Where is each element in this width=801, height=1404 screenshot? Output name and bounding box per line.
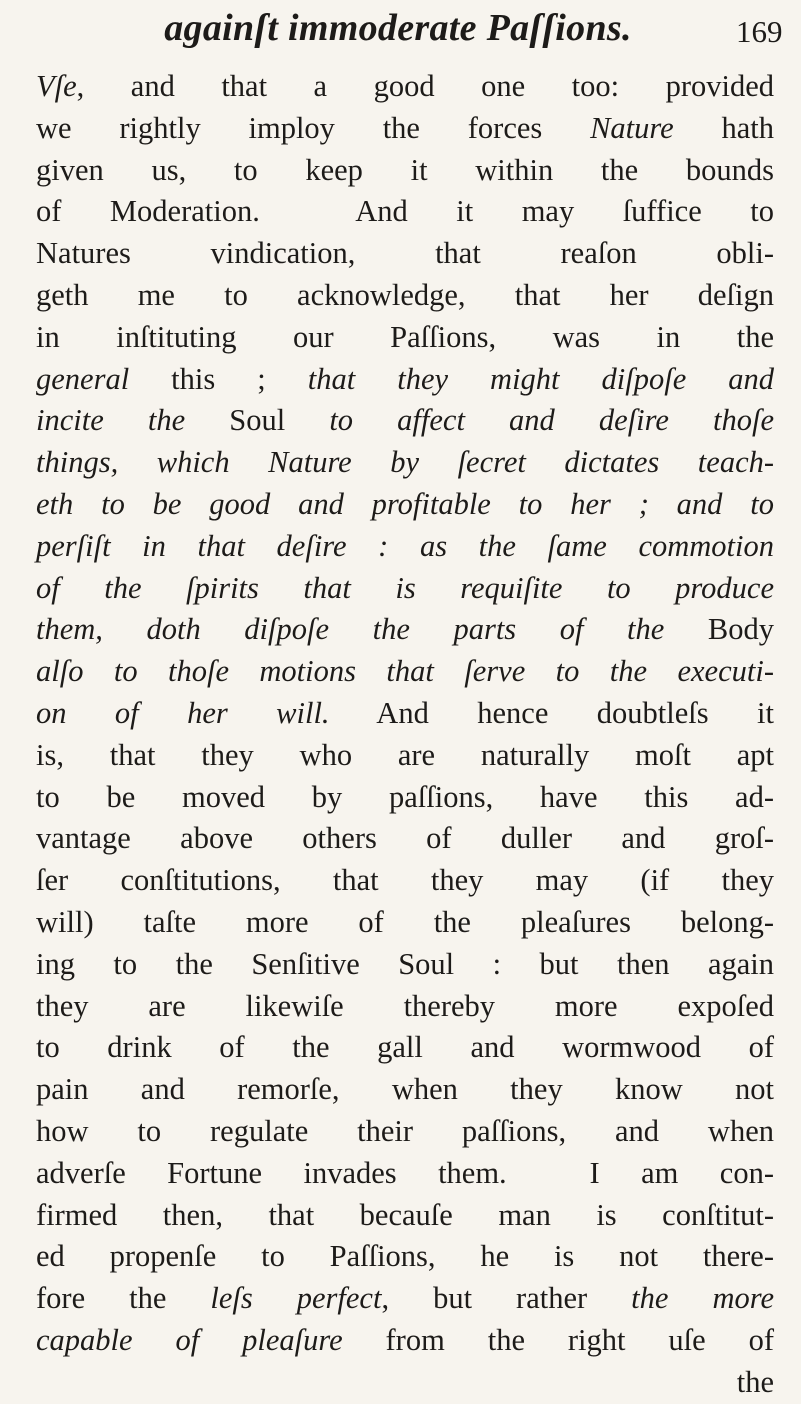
text-line: [36, 191, 774, 233]
italic-text: them, doth diſpoſe the parts of the: [36, 612, 665, 647]
roman-text: Body: [664, 612, 775, 647]
text-line: [36, 1195, 774, 1237]
roman-text: hath: [673, 110, 774, 145]
roman-text: ed propenſe to Paſſions, he is not there-: [36, 1239, 774, 1274]
roman-text: And hence doubtleſs it: [329, 695, 774, 730]
text-line: [36, 609, 774, 651]
text-line: [36, 777, 774, 819]
text-line: [36, 651, 774, 693]
italic-text: perſiſt in that deſire : as the ſame commotion: [36, 528, 774, 563]
text-line: [36, 568, 774, 610]
italic-text: alſo to thoſe motions that ſerve to the executi-: [36, 654, 774, 689]
page-header: [0, 0, 801, 64]
italic-text: on of her will.: [36, 695, 330, 730]
text-line: [36, 860, 774, 902]
text-line: [36, 442, 774, 484]
italic-text: incite the: [36, 403, 186, 438]
text-line: [36, 526, 774, 568]
text-line: [36, 818, 774, 860]
catchword-line: [36, 1362, 774, 1404]
italic-text: general: [36, 361, 130, 396]
italic-text: leſs perfect: [210, 1281, 382, 1316]
text-line: [36, 944, 774, 986]
text-line: [36, 233, 774, 275]
roman-text: to drink of the gall and wormwood of: [36, 1030, 774, 1065]
text-line: [36, 1153, 774, 1195]
roman-text: geth me to acknowledge, that her deſign: [36, 277, 774, 312]
text-line: [36, 1069, 774, 1111]
page-number: 169: [736, 14, 783, 49]
catchword: the: [736, 1364, 774, 1399]
body-text: [36, 66, 774, 1404]
text-line: [36, 986, 774, 1028]
text-line: [36, 484, 774, 526]
roman-text: ing to the Senſitive Soul : but then again: [36, 946, 774, 981]
roman-text: of Moderation. And it may ſuffice to: [36, 194, 774, 229]
italic-text: capable of pleaſure: [36, 1322, 343, 1357]
roman-text: will) taſte more of the pleaſures belong-: [36, 904, 774, 939]
text-line: [36, 359, 774, 401]
roman-text: given us, to keep it within the bounds: [36, 152, 774, 187]
text-line: [36, 1278, 774, 1320]
italic-text: of the ſpirits that is requiſite to produce: [36, 570, 774, 605]
text-line: [36, 1236, 774, 1278]
roman-text: from the right uſe of: [342, 1322, 774, 1357]
text-line: [36, 317, 774, 359]
roman-text: how to regulate their paſſions, and when: [36, 1113, 774, 1148]
italic-text: things, which: [36, 445, 269, 480]
roman-text: vantage above others of duller and groſ-: [36, 821, 774, 856]
roman-text: ſer conſtitutions, that they may (if they: [36, 863, 774, 898]
italic-text: eth to be good and profitable to her ; and to: [36, 486, 774, 521]
text-line: [36, 735, 774, 777]
roman-text: pain and remorſe, when they know not: [36, 1072, 774, 1107]
roman-text: firmed then, that becauſe man is conſtitut-: [36, 1197, 774, 1232]
text-line: [36, 693, 774, 735]
roman-text: , but rather: [381, 1281, 632, 1316]
text-line: [36, 275, 774, 317]
text-line: [36, 66, 774, 108]
italic-text: Nature: [590, 110, 674, 145]
italic-text: that they might diſpoſe and: [307, 361, 774, 396]
text-line: [36, 1111, 774, 1153]
roman-text: adverſe Fortune invades them. I am con-: [36, 1155, 774, 1190]
italic-text: Vſe: [36, 69, 77, 103]
text-line: [36, 902, 774, 944]
roman-text: they are likewiſe thereby more expoſed: [36, 988, 774, 1023]
text-line: [36, 1320, 774, 1362]
text-line: [36, 1027, 774, 1069]
roman-text: , and that a good one too: provided: [76, 69, 774, 103]
roman-text: we rightly imploy the forces: [36, 110, 591, 145]
italic-text: to affect and deſire thoſe: [329, 403, 775, 438]
roman-text: to be moved by paſſions, have this ad-: [36, 779, 774, 814]
text-line: [36, 400, 774, 442]
roman-text: this ;: [129, 361, 308, 396]
italic-text: Nature by ſecret dictates teach-: [268, 445, 775, 480]
italic-text: the more: [631, 1281, 774, 1316]
roman-text: in inſtituting our Paſſions, was in the: [36, 319, 774, 354]
roman-text: Natures vindication, that reaſon obli-: [36, 236, 774, 271]
running-title: againſt immoderate Paſſions.: [164, 7, 632, 49]
text-line: [36, 108, 774, 150]
roman-text: Soul: [185, 403, 330, 438]
text-line: [36, 150, 774, 192]
roman-text: is, that they who are naturally moſt apt: [36, 737, 774, 772]
roman-text: fore the: [36, 1281, 211, 1316]
